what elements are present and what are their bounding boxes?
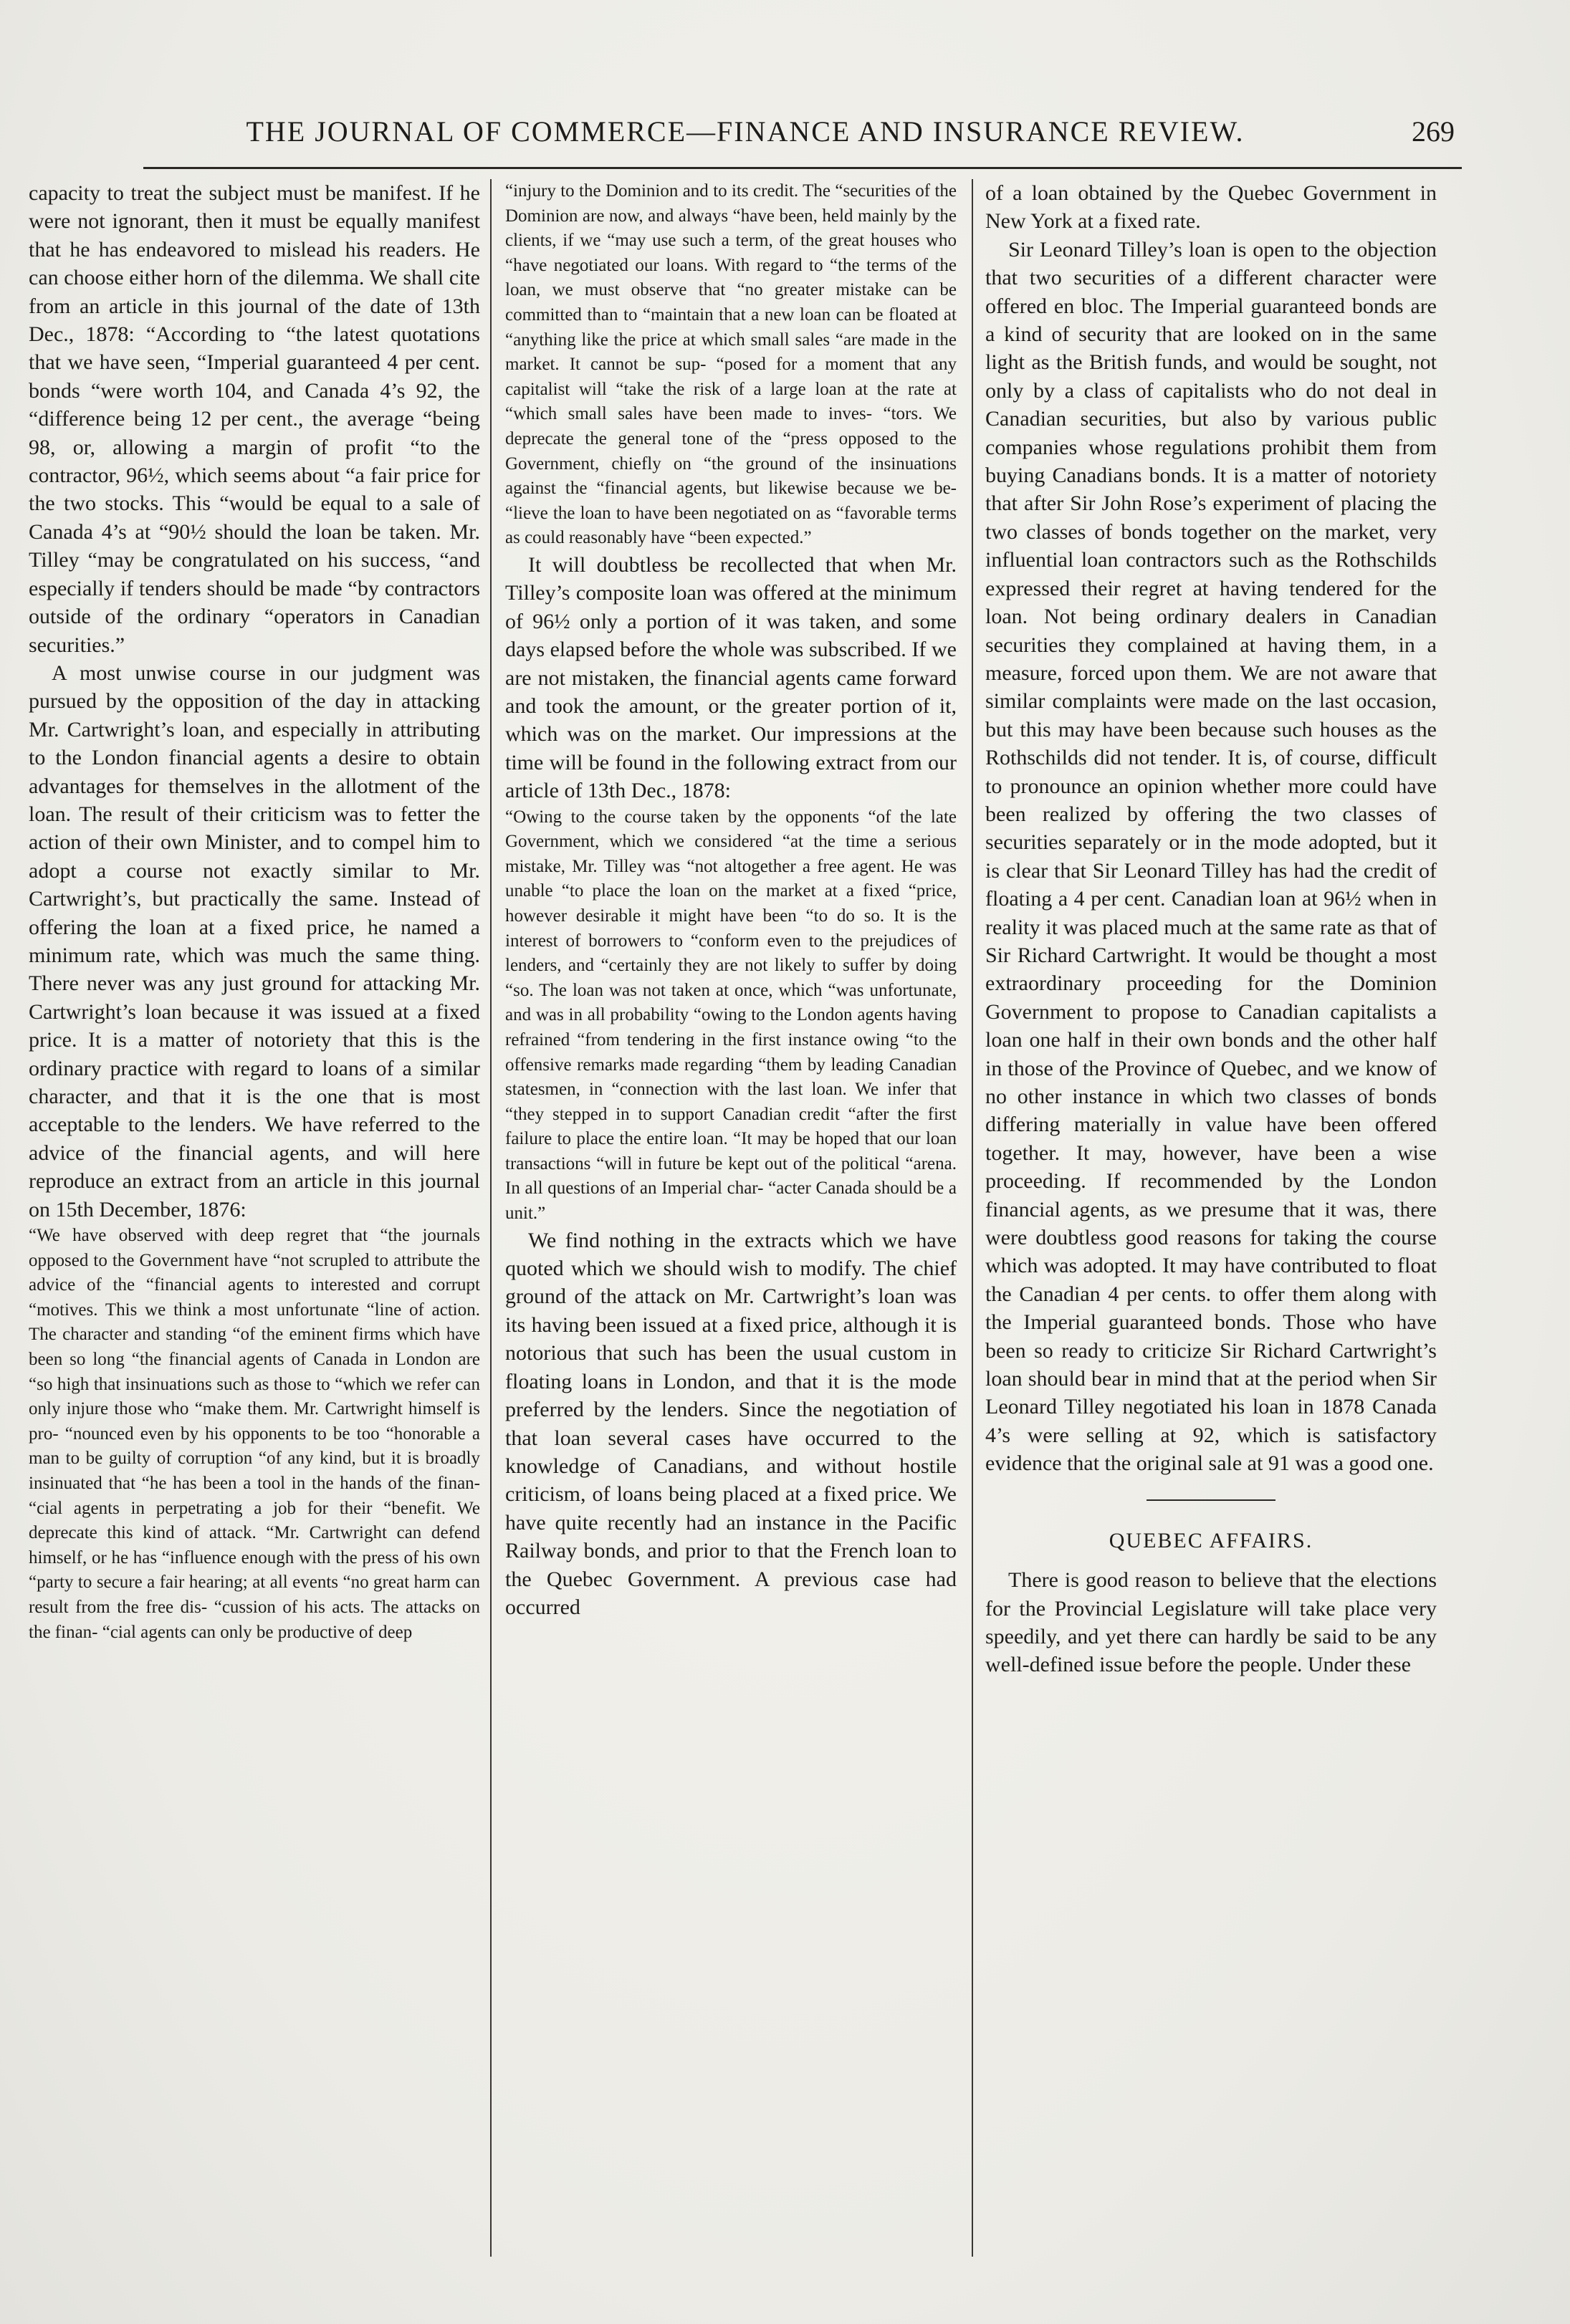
paragraph: A most unwise course in our judgment was pursued by the opposition of the day in attacking Mr. Cartwright’s loan, and especially in attributing to the London financial agents a desire to obtain advantages for themselves in the allotment of the loan. The result of their criticism was to fetter the action of their own Minister, and to compel him to adopt a course not exactly similar to Mr. Cartwright’s, but practically the same. Instead of offering the loan at a fixed price, he named a minimum rate, which was much the same thing. There never was any just ground for attacking Mr. Cartwright’s loan because it was issued at a fixed price. It is a matter of notoriety that this is the ordinary practice with regard to loans of a similar character, and that it is the one that is most acceptable to the lenders. We have referred to the advice of the financial agents, and will here reproduce an extract from an article in this journal on 15th December, 1876:: [29, 661, 480, 1221]
paragraph: Sir Leonard Tilley’s loan is open to the objection that two securities of a different character were offered en bloc. The Imperial guaranteed bonds are a kind of security that are looked on in the same light as the British funds, and would be sought, not only by a class of capitalists who do not deal in Canadian securities, but also by various public companies whose regulations prohibit them from buying Canadians bonds. It is a matter of notoriety that after Sir John Rose’s experiment of placing the two classes of bonds together on the market, very influential loan contractors such as the Rothschilds expressed their regret at having tendered for the loan. Not being ordinary dealers in Canadian securities they complained at having them, in a measure, forced upon them. We are not aware that similar complaints were made on the last occasion, but this may have been because such houses as the Rothschilds did not tender. It is, of course, difficult to pronounce an opinion whether more could have been realized by offering the two classes of securities separately or in the mode adopted, but it is clear that Sir Leonard Tilley has had the credit of floating a 4 per cent. Canadian loan at 96½ when in reality it was placed much at the same rate as that of Sir Richard Cartwright. It would be thought a most extraordinary proceeding for the Dominion Government to propose to Canadian capitalists a loan one half in their own bonds and the other half in those of the Province of Quebec, and we know of no other instance in which two classes of bonds differing materially in value have been offered together. It may, however, have been a wise proceeding. If recommended by the London financial agents, as we presume that it was, there were doubtless good reasons for taking the course which was adopted. It may have contributed to float the Canadian 4 per cents. to offer them along with the Imperial guaranteed bonds. Those who have been so ready to criticize Sir Richard Cartwright’s loan should bear in mind that at the period when Sir Leonard Tilley negotiated his loan in 1878 Canada 4’s were selling at 92, which is satisfactory evidence that the original sale at 91 was a good one.: [985, 237, 1437, 1476]
journal-title: THE JOURNAL OF COMMERCE—FINANCE AND INSURANCE REVIEW.: [246, 115, 1245, 148]
section-rule: [1147, 1499, 1275, 1501]
column-divider: [490, 179, 492, 2257]
header-rule: [143, 167, 1462, 169]
paragraph: There is good reason to believe that the elections for the Provincial Legislature will take place very speedily, and yet there can hardly be said to be any well-defined issue before the people. Under these: [985, 1568, 1437, 1677]
column-2: [505, 179, 957, 2300]
paragraph: We find nothing in the extracts which we have quoted which we should wish to modify. The chief ground of the attack on Mr. Cartwright’s loan was its having been issued at a fixed price, although it is notorious that such has been the usual custom in floating loans in London, and that it is the mode preferred by the lenders. Since the negotiation of that loan several cases have occurred to the knowledge of Canadians, and without hostile criticism, of loans being placed at a fixed price. We have quite recently had an instance in the Pacific Railway bonds, and prior to that the French loan to the Quebec Government. A previous case had occurred: [505, 1228, 957, 1619]
paragraph: It will doubtless be recollected that when Mr. Tilley’s composite loan was offered at the minimum of 96½ only a portion of it was taken, and some days elapsed before the whole was subscribed. If we are not mistaken, the financial agents came forward and took the amount, or the greater portion of it, which was on the market. Our impressions at the time will be found in the following extract from our article of 13th Dec., 1878:: [505, 552, 957, 803]
page-header: [215, 115, 1498, 165]
page-number: 269: [1412, 115, 1455, 148]
section-heading: QUEBEC AFFAIRS.: [1109, 1528, 1313, 1552]
quoted-extract: “Owing to the course taken by the opponents “of the late Government, which we considered “at the time a serious mistake, Mr. Tilley was “not altogether a free agent. He was unable “to place the loan on the market at a fixed “price, however desirable it might have been “to do so. It is the interest of borrowers to “conform even to the prejudices of lenders, and “certainly they are not likely to suffer by doing “so. The loan was not taken at once, which “was unfortunate, and was in all probability “owing to the London agents having refrained “from tendering in the first instance owing “to the offensive remarks made regarding “them by leading Canadian statesmen, in “connection with the last loan. We infer that “they stepped in to support Canadian credit “after the first failure to place the entire loan. “It may be hoped that our loan transactions “will in future be kept out of the political “arena. In all questions of an Imperial char- “acter Canada should be a unit.”: [505, 807, 957, 1224]
quoted-extract: “injury to the Dominion and to its credit. The “securities of the Dominion are now, and always “have been, held mainly by the clients, if we “may use such a term, of the great houses who “have negotiated our loans. With regard to “the terms of the loan, we must observe that “no greater mistake can be committed than to “maintain that a new loan can be floated at “anything like the price at which small sales “are made in the market. It cannot be sup- “posed for a moment that any capitalist will “take the risk of a large loan at the rate at “which small sales have been made to inves- “tors. We deprecate the general tone of the “press opposed to the Government, chiefly on “the ground of the insinuations against the “financial agents, but likewise because we be- “lieve the loan to have been negotiated on as “favorable terms as could reasonably have “been expected.”: [505, 181, 957, 548]
paragraph: of a loan obtained by the Quebec Government in New York at a fixed rate.: [985, 181, 1437, 234]
paragraph: capacity to treat the subject must be manifest. If he were not ignorant, then it must be equally manifest that he has endeavored to mislead his readers. He can choose either horn of the dilemma. We shall cite from an article in this journal of the date of 13th Dec., 1878: “According to “the latest quotations that we have seen, “Imperial guaranteed 4 per cent. bonds “were worth 104, and Canada 4’s 92, the “difference being 12 per cent., the average “being 98, or, allowing a margin of profit “to the contractor, 96½, which seems about “a fair price for the two stocks. This “would be equal to a sale of Canada 4’s at “90½ should the loan be taken. Mr. Tilley “may be congratulated on his success, “and especially if tenders should be made “by contractors outside of the ordinary “operators in Canadian securities.”: [29, 181, 480, 657]
quoted-extract: “We have observed with deep regret that “the journals opposed to the Government have “not scrupled to attribute the advice of the “financial agents to interested and corrupt “motives. This we think a most unfortunate “line of action. The character and standing “of the eminent firms which have been so long “the financial agents of Canada in London are “so high that insinuations such as those to “which we refer can only injure those who “make them. Mr. Cartwright himself is pro- “nounced even by his opponents to be too “honorable a man to be guilty of corruption “of any kind, but it is broadly insinuated that “he has been a tool in the hands of the finan- “cial agents in perpetrating a job for their “benefit. We deprecate this kind of attack. “Mr. Cartwright can defend himself, or he has “influence enough with the press of his own “party to secure a fair hearing; at all events “no great harm can result from the free dis- “cussion of his acts. The attacks on the finan- “cial agents can only be productive of deep: [29, 1226, 480, 1642]
column-1: [29, 179, 480, 2300]
column-divider: [972, 179, 973, 2257]
column-3: [985, 179, 1437, 2300]
